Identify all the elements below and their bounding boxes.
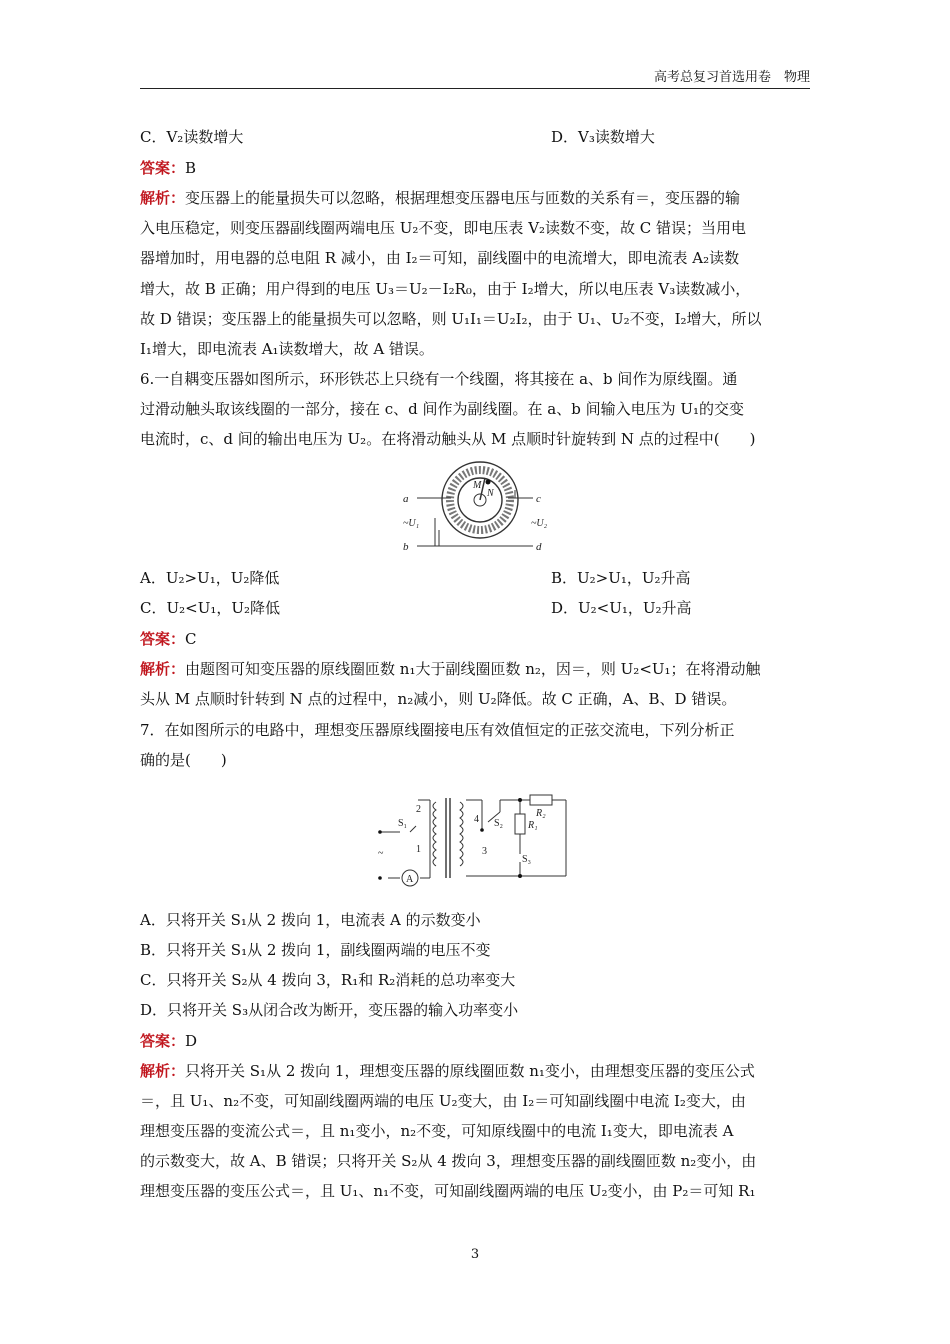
- q7-explanation-line: ＝，且 U₁、n₂不变，可知副线圈两端的电压 U₂变大，由 I₂＝可知副线圈中电流 I₂变大，由: [140, 1092, 746, 1110]
- r2-label: R₂: [536, 808, 546, 819]
- q6-option-a: A．U₂>U₁，U₂降低: [140, 569, 280, 587]
- u2-label: ~U₂: [531, 518, 548, 529]
- q6-option-b: B．U₂>U₁，U₂升高: [551, 569, 691, 587]
- u1-label: ~U₁: [403, 518, 420, 529]
- s1-label: S₁: [398, 818, 408, 829]
- q5-explanation-line: 故 D 错误；变压器上的能量损失可以忽略，则 U₁I₁＝U₂I₂，由于 U₁、U₂不变，I₂增大，所以: [140, 310, 762, 328]
- explanation-label: 解析：: [140, 189, 186, 207]
- q7-explanation-line: [140, 1061, 810, 1081]
- q5-explanation-line: 器增加时，用电器的总电阻 R 减小，由 I₂＝可知，副线圈中的电流增大，即电流表 A₂读数: [140, 249, 740, 267]
- q6-option-c: C．U₂<U₁，U₂降低: [140, 599, 281, 617]
- q5-option-d: D．V₃读数增大: [551, 128, 655, 146]
- terminal-c-label: c: [536, 493, 541, 505]
- tap-1-label: 1: [416, 844, 421, 855]
- q7-stem-line: 确的是( ): [140, 751, 227, 769]
- answer-label: 答案：: [140, 1032, 186, 1050]
- q7-option-d: D．只将开关 S₃从闭合改为断开，变压器的输入功率变小: [140, 1001, 519, 1019]
- q7-stem-line: 7．在如图所示的电路中，理想变压器原线圈接电压有效值恒定的正弦交流电，下列分析正: [140, 721, 735, 739]
- s3-label: S₃: [522, 854, 532, 865]
- q6-stem-line: 6.一自耦变压器如图所示，环形铁芯上只绕有一个线圈，将其接在 a、b 间作为原线圈。通: [140, 370, 738, 388]
- explanation-text: 只将开关 S₁从 2 拨向 1，理想变压器的原线圈匝数 n₁变小，由理想变压器的变压公式: [185, 1062, 755, 1080]
- transformer-circuit-figure: [370, 790, 575, 890]
- answer-label: 答案：: [140, 630, 186, 648]
- q6-explanation-line: [140, 659, 810, 679]
- q7-option-b: B．只将开关 S₁从 2 拨向 1，副线圈两端的电压不变: [140, 941, 491, 959]
- ammeter-label: A: [406, 874, 414, 885]
- autotransformer-figure: [395, 458, 560, 558]
- q6-option-row: [140, 598, 810, 618]
- q7-option-a: A．只将开关 S₁从 2 拨向 1，电流表 A 的示数变小: [140, 911, 481, 929]
- q6-option-row: [140, 568, 810, 588]
- explanation-label: 解析：: [140, 660, 186, 678]
- terminal-d-label: d: [536, 541, 542, 553]
- q5-explanation-line: 入电压稳定，则变压器副线圈两端电压 U₂不变，即电压表 V₂读数不变，故 C 错误；当用电: [140, 219, 747, 237]
- q5-option-row: [140, 127, 810, 147]
- q7-answer: [140, 1031, 810, 1051]
- explanation-text: 变压器上的能量损失可以忽略，根据理想变压器电压与匝数的关系有＝，变压器的输: [185, 189, 741, 207]
- ac-source-label: ~: [378, 848, 384, 859]
- q6-answer: [140, 629, 810, 649]
- answer-value: D: [185, 1032, 198, 1050]
- terminal-b-label: b: [403, 541, 409, 553]
- point-m-label: M: [473, 480, 482, 491]
- q7-explanation-line: 的示数变大，故 A、B 错误；只将开关 S₂从 4 拨向 3，理想变压器的副线圈匝数 n₂变小，由: [140, 1152, 757, 1170]
- q7-explanation-line: 理想变压器的变流公式＝，且 n₁变小，n₂不变，可知原线圈中的电流 I₁变大，即电流表 A: [140, 1122, 734, 1140]
- q5-explanation-line: 增大，故 B 正确；用户得到的电压 U₃＝U₂－I₂R₀，由于 I₂增大，所以电压表 V₃读数减小，: [140, 280, 751, 298]
- q5-explanation-line: [140, 188, 810, 208]
- q6-option-d: D．U₂<U₁，U₂升高: [551, 599, 692, 617]
- s2-label: S₂: [494, 818, 504, 829]
- tap-4-label: 4: [474, 814, 479, 825]
- tap-3-label: 3: [482, 846, 487, 857]
- q5-explanation-line: I₁增大，即电流表 A₁读数增大，故 A 错误。: [140, 340, 434, 358]
- page-number: 3: [470, 1247, 480, 1262]
- r1-label: R₁: [528, 820, 538, 831]
- q7-explanation-line: 理想变压器的变压公式＝，且 U₁、n₁不变，可知副线圈两端的电压 U₂变小，由 P₂＝可知 R₁: [140, 1182, 756, 1200]
- answer-value: C: [185, 630, 197, 648]
- page-header: [140, 66, 810, 89]
- answer-label: 答案：: [140, 159, 186, 177]
- q6-explanation-line: 头从 M 点顺时针转到 N 点的过程中，n₂减小，则 U₂降低。故 C 正确，A、B、D 错误。: [140, 690, 737, 708]
- terminal-a-label: a: [403, 493, 409, 505]
- explanation-text: 由题图可知变压器的原线圈匝数 n₁大于副线圈匝数 n₂，因＝，则 U₂<U₁；在将滑动触: [185, 660, 761, 678]
- tap-2-label: 2: [416, 804, 421, 815]
- explanation-label: 解析：: [140, 1062, 186, 1080]
- answer-value: B: [185, 159, 197, 177]
- q5-option-c: C．V₂读数增大: [140, 128, 244, 146]
- header-title: 高考总复习首选用卷 物理: [653, 70, 810, 85]
- q7-option-c: C．只将开关 S₂从 4 拨向 3，R₁和 R₂消耗的总功率变大: [140, 971, 516, 989]
- q6-stem-line: 过滑动触头取该线圈的一部分，接在 c、d 间作为副线圈。在 a、b 间输入电压为 U₁的交变: [140, 400, 745, 418]
- q5-answer: [140, 158, 810, 178]
- slider-contact-dot: [486, 480, 491, 485]
- point-n-label: N: [487, 488, 494, 499]
- q6-stem-line: 电流时，c、d 间的输出电压为 U₂。在将滑动触头从 M 点顺时针旋转到 N 点的过程中( ): [140, 430, 756, 448]
